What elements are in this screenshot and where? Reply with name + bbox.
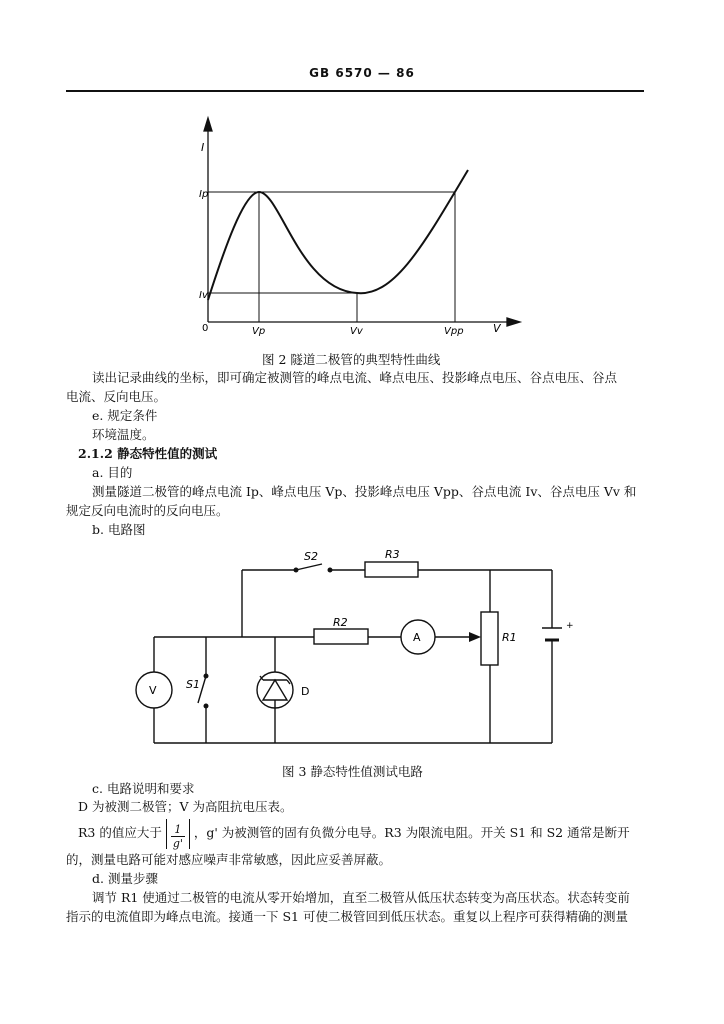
r3-requirement-prefix: R3 的值应大于 [78, 825, 162, 840]
para1-line1: 读出记录曲线的坐标，即可确定被测管的峰点电流、峰点电压、投影峰点电压、谷点电压、谷点 [92, 370, 618, 385]
para1-line2: 电流、反向电压。 [66, 389, 167, 404]
figure-3-caption: 图 3 静态特性值测试电路 [282, 764, 423, 779]
axis-label-v: V [493, 322, 501, 335]
fraction-1-over-g [171, 823, 185, 850]
label-iv: Iv [199, 290, 208, 301]
item-e-label: e. 规定条件 [92, 408, 158, 423]
label-s2: S2 [304, 550, 318, 563]
label-origin: 0 [202, 323, 209, 334]
figure-2-iv-curve [190, 108, 530, 338]
item-a-line1: 测量隧道二极管的峰点电流 Ip、峰点电压 Vp、投影峰点电压 Vpp、谷点电流 Iv、谷点电压 Vv 和 [92, 484, 637, 499]
label-vv: Vv [350, 326, 363, 337]
item-c-line3: 的，测量电路可能对感应噪声非常敏感，因此应妥善屏蔽。 [66, 852, 392, 867]
label-diode: D [301, 685, 310, 698]
label-voltmeter: V [149, 684, 157, 697]
item-c-line2 [78, 816, 630, 850]
figure-3-circuit [130, 545, 590, 755]
s2-contact-left [294, 568, 299, 573]
label-ammeter: A [413, 631, 421, 644]
label-r1: R1 [502, 631, 517, 644]
fraction-numerator: 1 [171, 823, 185, 837]
r3-requirement-suffix: ，g' 为被测管的固有负微分电导。R3 为限流电阻。开关 S1 和 S2 通常是断开 [193, 825, 630, 840]
s1-contact-bottom [204, 704, 209, 709]
v-axis-arrow [507, 318, 520, 326]
item-d-line2: 指示的电流值即为峰点电流。接通一下 S1 可使二极管回到低压状态。重复以上程序可获得精确的测量 [66, 909, 628, 924]
item-e-text: 环境温度。 [92, 427, 155, 442]
item-a-label: a. 目的 [92, 465, 133, 480]
item-a-line2: 规定反向电流时的反向电压。 [66, 503, 229, 518]
abs-value-bars [166, 819, 190, 849]
figure-2-caption: 图 2 隧道二极管的典型特性曲线 [262, 352, 441, 367]
switch-s2-blade [296, 564, 322, 570]
item-d-line1: 调节 R1 使通过二极管的电流从零开始增加，直至二极管从低压状态转变为高压状态。状态转变前 [92, 890, 630, 905]
label-s1: S1 [186, 678, 200, 691]
item-b-label: b. 电路图 [92, 522, 146, 537]
section-heading: 2.1.2 静态特性值的测试 [78, 446, 218, 461]
label-r3: R3 [385, 548, 400, 561]
label-battery-plus: + [566, 621, 574, 631]
label-vpp: Vpp [444, 326, 464, 337]
resistor-r3 [365, 562, 418, 577]
fraction-denominator: g' [172, 836, 183, 850]
i-axis-arrow [204, 118, 212, 131]
label-r2: R2 [333, 616, 348, 629]
item-c-line1: D 为被测二极管；V 为高阻抗电压表。 [78, 799, 293, 814]
axis-label-i: I [201, 141, 205, 154]
s2-contact-right [328, 568, 333, 573]
label-ip: Ip [199, 189, 209, 200]
s1-contact-top [204, 674, 209, 679]
characteristic-curve [208, 170, 468, 300]
label-vp: Vp [252, 326, 266, 337]
document-header: GB 6570 — 86 [309, 66, 415, 80]
header-rule [66, 90, 644, 92]
rheostat-r1 [481, 612, 498, 665]
resistor-r2 [314, 629, 368, 644]
rheostat-wiper-arrow [469, 632, 481, 642]
item-c-label: c. 电路说明和要求 [92, 781, 195, 796]
item-d-label: d. 测量步骤 [92, 871, 158, 886]
